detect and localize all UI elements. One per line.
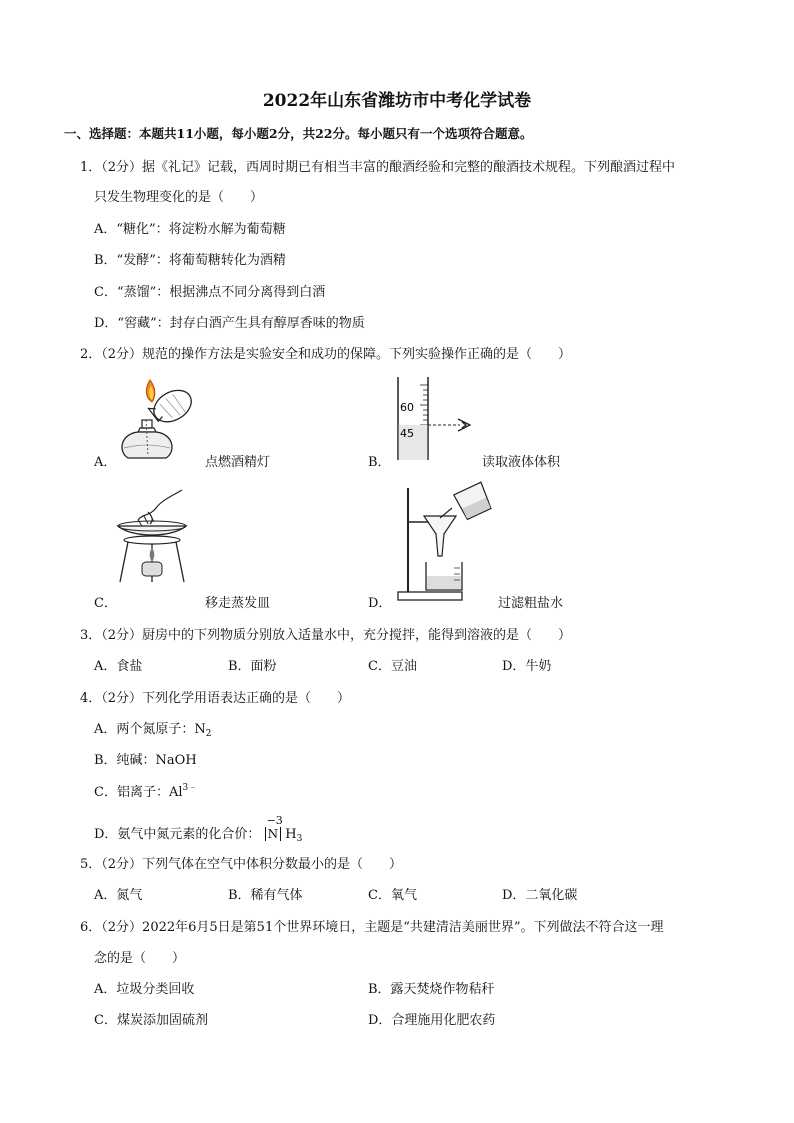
q6-option-a: A．垃圾分类回收 [94, 982, 195, 997]
q2-option-d-letter: D． [368, 596, 392, 611]
q4-option-a: A．两个氮原子：$N_2$ [94, 722, 212, 739]
q5-stem: 5．（2分）下列气体在空气中体积分数最小的是（ ） [80, 857, 403, 872]
q6-stem-line2: 念的是（ ） [94, 951, 186, 966]
q2-option-d-caption: 过滤粗盐水 [498, 596, 564, 611]
q6-option-b: B．露天焚烧作物秸秆 [368, 982, 495, 997]
q2-option-c-caption: 移走蒸发皿 [205, 596, 271, 611]
q4-option-b: B．纯碱：NaOH [94, 753, 197, 768]
q2-option-a-letter: A． [94, 455, 117, 470]
q5-option-c: C．氧气 [368, 888, 417, 903]
q3-stem: 3．（2分）厨房中的下列物质分别放入适量水中，充分搅拌，能得到溶液的是（ ） [80, 628, 572, 643]
q1-option-a: A．“糖化”：将淀粉水解为葡萄糖 [94, 222, 286, 237]
q1-option-c: C．“蒸馏”：根据沸点不同分离得到白酒 [94, 285, 326, 300]
q2-option-b-caption: 读取液体体积 [482, 455, 561, 470]
q3-option-b: B．面粉 [228, 659, 277, 674]
q1-option-b: B．“发酵”：将葡萄糖转化为酒精 [94, 253, 286, 268]
q2-option-c-letter: C． [94, 596, 117, 611]
graduated-cylinder-illustration [390, 375, 490, 465]
q5-option-d: D．二氧化碳 [502, 888, 578, 903]
q1-stem-line1: 1．（2分）据《礼记》记载，西周时期已有相当丰富的酿酒经验和完整的酿酒技术规程。下列酿酒过程中 [80, 160, 676, 175]
q6-option-d: D．合理施用化肥农药 [368, 1013, 496, 1028]
cylinder-mark-45: 45 [400, 427, 414, 440]
q4-option-c: C．铝离子：$Al^{3﹣}$ [94, 783, 198, 800]
q5-option-a: A．氮气 [94, 888, 143, 903]
evaporating-dish-illustration [112, 486, 202, 586]
cylinder-mark-60: 60 [400, 401, 414, 414]
alcohol-lamp-illustration [110, 372, 200, 467]
q1-option-d: D．“窖藏”：封存白酒产生具有醇厚香味的物质 [94, 316, 365, 331]
q5-option-b: B．稀有气体 [228, 888, 303, 903]
q3-option-c: C．豆油 [368, 659, 417, 674]
q2-option-a-caption: 点燃酒精灯 [205, 455, 271, 470]
q4-option-d: D．氨气中氮元素的化合价： −3 N $H_3$ [94, 814, 303, 844]
valence-notation: −3 N [266, 814, 283, 841]
filtration-illustration [396, 478, 496, 606]
q2-option-b-letter: B． [368, 455, 391, 470]
q6-stem-line1: 6．（2分）2022年6月5日是第51个世界环境日，主题是“共建清洁美丽世界”。下列做法不符合这一理 [80, 920, 664, 935]
q4-stem: 4．（2分）下列化学用语表达正确的是（ ） [80, 691, 351, 706]
q3-option-d: D．牛奶 [502, 659, 552, 674]
q2-stem: 2．（2分）规范的操作方法是实验安全和成功的保障。下列实验操作正确的是（ ） [80, 347, 572, 362]
section-heading: 一、选择题：本题共11小题，每小题2分，共22分。每小题只有一个选项符合题意。 [64, 126, 533, 141]
q3-option-a: A．食盐 [94, 659, 143, 674]
q1-stem-line2: 只发生物理变化的是（ ） [94, 190, 264, 205]
q6-option-c: C．煤炭添加固硫剂 [94, 1013, 208, 1028]
page-title: 2022年山东省潍坊市中考化学试卷 [262, 91, 532, 111]
